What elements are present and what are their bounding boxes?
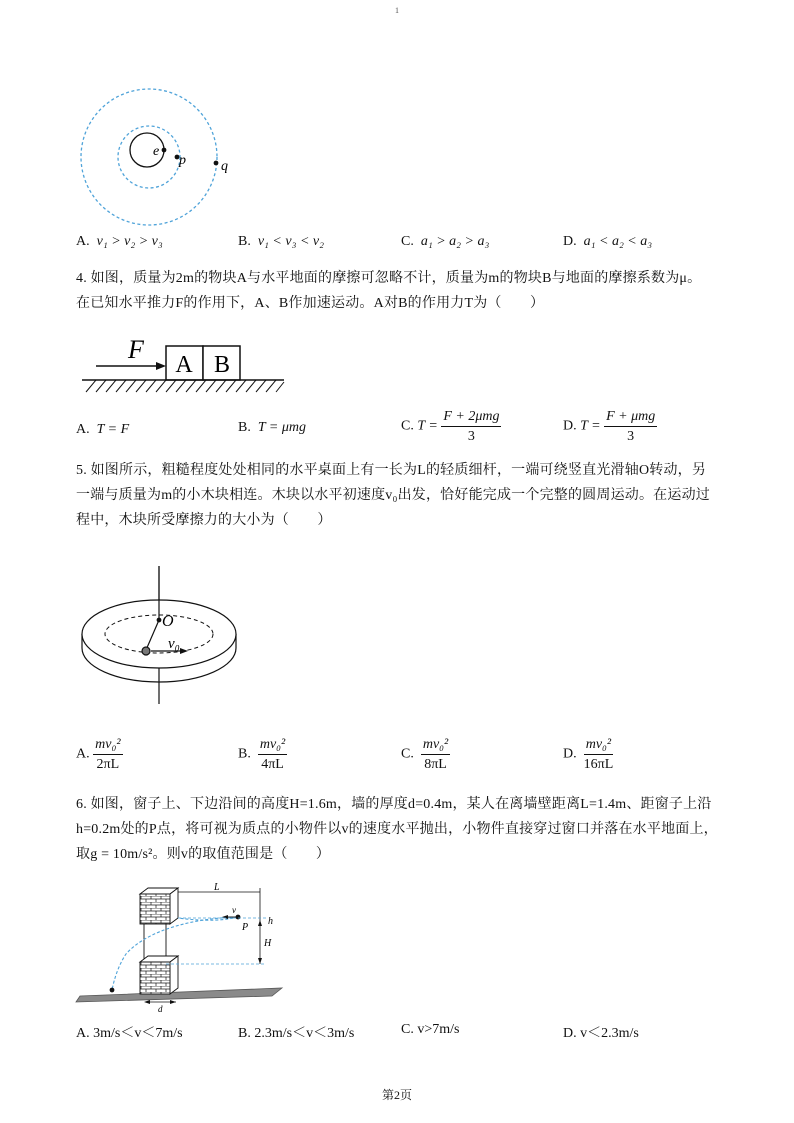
q6-option-b[interactable]: B. 2.3m/s＜v＜3m/s [238,1026,355,1041]
label-q: q [221,159,228,174]
label-A: A [175,352,193,378]
q5-stem: 5. 如图所示，粗糙程度处处相同的水平桌面上有一长为L的轻质细杆，一端可绕竖直光滑轴O转动，另 一端与质量为m的小木块相连。木块以水平初速度v₀出发，恰好能完成一个完整的圆周运动。在运动过 程中，木块所受摩擦力的大小为（ ） [76,463,710,528]
label-h: h [268,916,273,927]
dim-H-arrow-bottom [258,958,262,964]
turntable-figure [76,562,242,708]
label-L: L [214,882,220,893]
force-arrow-head [156,362,166,370]
label-H: H [264,938,272,949]
orbit-figure [76,84,226,234]
pivot-O [157,618,162,623]
lower-wall-side [170,956,178,994]
v-arrow-head [222,915,228,919]
q5-option-d[interactable]: D. $\frac{\text{mv₀²}}{16\pi L}$ [563,737,614,772]
landing-point [110,988,115,993]
q5-option-a[interactable]: A. $\frac{\text{mv₀²}}{2\pi L}$ [76,737,121,772]
ground-hatching [86,380,284,392]
outer-orbit [81,89,217,225]
page-mark: 1 [395,6,399,15]
q3-option-c[interactable]: C. a₁ > a₂ > a₃ [401,234,490,249]
q4-option-d[interactable]: D. T = $\frac{\text{F + μmg}}{3}$ [563,409,656,444]
upper-wall-front [140,894,170,924]
q6-option-d[interactable]: D. v＜2.3m/s [563,1026,639,1041]
upper-wall-side [170,888,178,924]
q6-option-a[interactable]: A. 3m/s＜v＜7m/s [76,1026,183,1041]
q4-option-b[interactable]: B. T = μmg [238,420,306,435]
q6-option-c[interactable]: C. v>7m/s [401,1022,460,1037]
label-e: e [153,144,160,159]
window-figure [76,884,288,1012]
q4-option-c[interactable]: C. T = $\frac{\text{F + 2μmg}}{3}$ [401,409,500,444]
q3-option-a[interactable]: A. v₁ > v₂ > v₃ [76,234,163,249]
label-F: F [128,335,144,364]
wood-block [142,647,150,655]
q3-option-d[interactable]: D. a₁ < a₂ < a₃ [563,234,653,249]
dim-d-arrow-right [170,1000,176,1004]
q4-stem: 4. 如图，质量为2m的物块A与水平地面的摩擦可忽略不计，质量为m的物块B与地面的摩擦系数为μ。 在已知水平推力F的作用下，A、B作加速运动。A对B的作用力T为（ ） [76,271,702,311]
q5-option-c[interactable]: C. $\frac{\text{mv₀²}}{8\pi L}$ [401,737,449,772]
trajectory-upper [178,917,238,920]
label-v0: v₀ [168,636,180,652]
inner-orbit [118,126,180,188]
q3-option-b[interactable]: B. v₁ < v₃ < v₂ [238,234,324,249]
q5-option-b[interactable]: B. $\frac{\text{mv₀²}}{4\pi L}$ [238,737,286,772]
label-P: P [242,922,249,933]
label-O: O [162,613,174,630]
point-q-dot [214,161,219,166]
dim-H-arrow-top [258,920,262,926]
point-e-dot [162,148,167,153]
q6-stem: 6. 如图，窗子上、下边沿间的高度H=1.6m，墙的厚度d=0.4m，某人在离墙壁距离L=1.4m、距窗子上沿 h=0.2m处的P点，将可视为质点的小物件以v的速度水平抛出，小物件直接穿过窗口并落在水平地面上， 取g = 10m/s²。则v的取值范围是（ ） [76,797,718,862]
page-number: 第2页 [381,1088,412,1102]
blocks-figure [80,334,288,400]
ground-plane [76,988,282,1002]
dim-d-arrow-left [144,1000,150,1004]
label-d: d [158,1004,163,1014]
q4-option-a[interactable]: A. T = F [76,422,130,437]
label-B: B [213,352,231,378]
lower-wall-front [140,962,170,994]
label-p: p [179,153,186,168]
label-v: v [232,905,236,915]
